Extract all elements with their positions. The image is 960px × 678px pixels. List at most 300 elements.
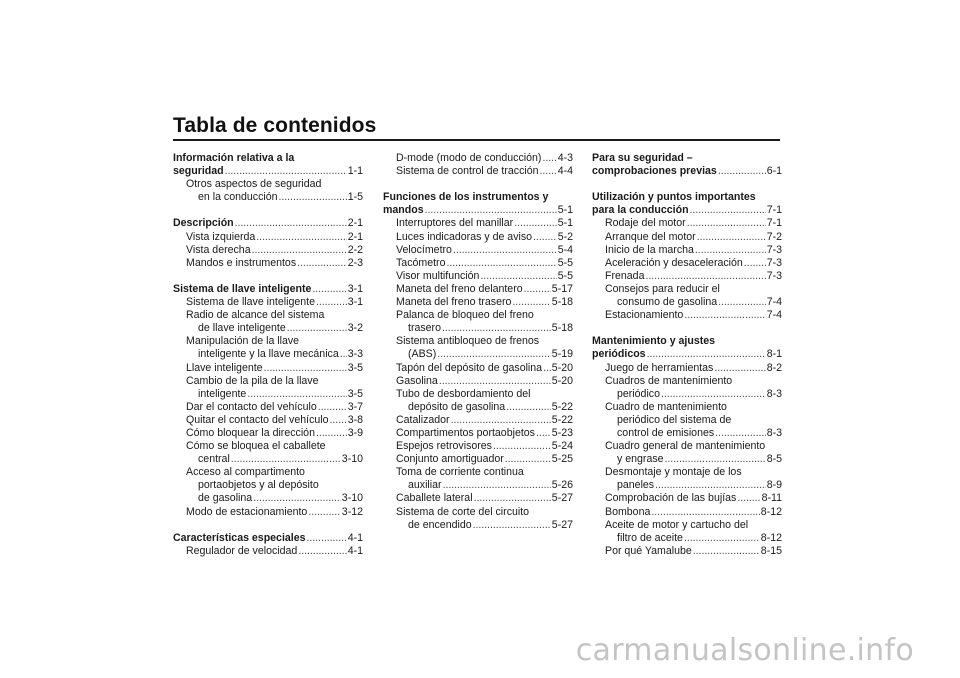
toc-section-entry bbox=[173, 152, 363, 165]
toc-page-number: 5-22 bbox=[551, 400, 573, 413]
toc-entry-label: Conjunto amortiguador bbox=[396, 453, 504, 466]
dot-leader bbox=[446, 257, 556, 270]
toc-entry bbox=[383, 335, 573, 348]
toc-entry-label: y engrase bbox=[617, 453, 664, 466]
toc-entry bbox=[592, 466, 782, 479]
toc-entry-label: Vista izquierda bbox=[186, 230, 256, 243]
toc-entry[interactable] bbox=[592, 244, 782, 257]
toc-entry-label: Sistema de llave inteligente bbox=[186, 296, 315, 309]
toc-entry-label: Desmontaje y montaje de los bbox=[605, 466, 742, 479]
toc-entry[interactable] bbox=[173, 244, 363, 257]
dot-leader bbox=[737, 492, 760, 505]
toc-section-entry[interactable] bbox=[173, 532, 363, 545]
toc-entry[interactable] bbox=[383, 257, 573, 270]
toc-entry bbox=[173, 178, 363, 191]
toc-page-number: 5-24 bbox=[551, 440, 573, 453]
toc-page-number: 8-3 bbox=[766, 426, 782, 439]
dot-leader bbox=[687, 217, 766, 230]
toc-entry-label: Características especiales bbox=[173, 531, 306, 544]
toc-entry bbox=[173, 375, 363, 388]
toc-page-number: 3-5 bbox=[347, 361, 363, 374]
toc-entry-label: portaobjetos y al depósito bbox=[198, 479, 319, 492]
toc-entry[interactable] bbox=[383, 519, 573, 532]
dot-leader bbox=[437, 348, 551, 361]
dot-leader bbox=[536, 427, 551, 440]
toc-section-entry bbox=[592, 335, 782, 348]
toc-page-number: 3-7 bbox=[347, 400, 363, 413]
toc-entry-label: Toma de corriente continua bbox=[396, 466, 524, 479]
dot-leader bbox=[493, 440, 551, 453]
toc-page-number: 7-1 bbox=[766, 217, 782, 230]
dot-leader bbox=[506, 401, 551, 414]
toc-entry-label: Para su seguridad – bbox=[592, 152, 693, 164]
toc-section-entry[interactable] bbox=[383, 204, 573, 217]
toc-page-number: 3-2 bbox=[347, 322, 363, 335]
dot-leader bbox=[453, 244, 557, 257]
toc-page-number: 5-20 bbox=[551, 361, 573, 374]
toc-entry[interactable] bbox=[383, 440, 573, 453]
toc-entry-label: Juego de herramientas bbox=[605, 361, 714, 374]
toc-page-number: 3-12 bbox=[341, 505, 363, 518]
toc-entry-label: Utilización y puntos importantes bbox=[592, 191, 756, 204]
toc-page-number: 5-20 bbox=[551, 374, 573, 387]
toc-entry-label: Tacómetro bbox=[396, 256, 446, 269]
toc-entry[interactable] bbox=[173, 453, 363, 466]
toc-entry-label: Tapón del depósito de gasolina bbox=[396, 361, 543, 374]
dot-leader bbox=[307, 532, 347, 545]
toc-entry bbox=[592, 519, 782, 532]
toc-entry[interactable] bbox=[383, 217, 573, 230]
dot-leader bbox=[647, 348, 766, 361]
toc-entry-label: trasero bbox=[408, 322, 441, 335]
watermark: carmanualsonline.info bbox=[575, 633, 914, 668]
toc-entry[interactable] bbox=[383, 348, 573, 361]
title-underline bbox=[173, 139, 780, 141]
toc-entry-label: Cambio de la pila de la llave bbox=[186, 374, 319, 387]
toc-entry bbox=[592, 440, 782, 453]
toc-section-entry[interactable] bbox=[173, 283, 363, 296]
toc-entry[interactable] bbox=[592, 296, 782, 309]
dot-leader bbox=[661, 388, 766, 401]
toc-entry-label: inteligente y la llave mecánica bbox=[198, 348, 339, 361]
dot-leader bbox=[439, 375, 551, 388]
toc-entry-label: central bbox=[198, 453, 230, 466]
toc-page-number: 7-1 bbox=[766, 204, 782, 217]
toc-spacer bbox=[173, 270, 363, 283]
toc-page-number: 3-1 bbox=[347, 296, 363, 309]
dot-leader bbox=[473, 519, 551, 532]
dot-leader bbox=[287, 322, 347, 335]
toc-entry[interactable] bbox=[383, 479, 573, 492]
toc-page-number: 6-1 bbox=[766, 165, 782, 178]
dot-leader bbox=[474, 492, 551, 505]
toc-entry-label: periódico del sistema de bbox=[617, 413, 732, 426]
toc-entry-label: Cuadro general de mantenimiento bbox=[605, 440, 766, 453]
toc-entry-label: Acceso al compartimento bbox=[186, 466, 305, 479]
dot-leader bbox=[514, 217, 557, 230]
toc-entry bbox=[383, 506, 573, 519]
toc-entry-label: Espejos retrovisores bbox=[396, 440, 492, 453]
toc-page-number: 5-26 bbox=[551, 479, 573, 492]
toc-page-number: 8-2 bbox=[766, 361, 782, 374]
dot-leader bbox=[252, 244, 347, 257]
toc-entry-label: Luces indicadoras y de aviso bbox=[396, 230, 533, 243]
toc-column-3 bbox=[592, 152, 782, 558]
toc-entry[interactable] bbox=[383, 231, 573, 244]
toc-entry-label: Sistema de llave inteligente bbox=[173, 282, 312, 295]
toc-entry-label: Cómo bloquear la dirección bbox=[186, 426, 315, 439]
toc-entry[interactable] bbox=[173, 388, 363, 401]
toc-entry[interactable] bbox=[592, 388, 782, 401]
dot-leader bbox=[247, 388, 346, 401]
toc-entry[interactable] bbox=[383, 270, 573, 283]
toc-entry[interactable] bbox=[383, 492, 573, 505]
dot-leader bbox=[684, 309, 765, 322]
dot-leader bbox=[690, 204, 766, 217]
toc-section-entry bbox=[592, 152, 782, 165]
toc-entry-label: Modo de estacionamiento bbox=[186, 505, 308, 518]
dot-leader bbox=[225, 165, 347, 178]
toc-spacer bbox=[173, 519, 363, 532]
dot-leader bbox=[645, 270, 765, 283]
toc-entry-label: Mandos e instrumentos bbox=[186, 256, 297, 269]
toc-entry-label: Radio de alcance del sistema bbox=[186, 309, 325, 322]
toc-entry[interactable] bbox=[173, 296, 363, 309]
toc-entry-label: de encendido bbox=[408, 518, 472, 531]
toc-entry[interactable] bbox=[383, 414, 573, 427]
toc-entry-label: paneles bbox=[617, 479, 655, 492]
toc-page-number: 7-4 bbox=[766, 296, 782, 309]
toc-page-number: 3-9 bbox=[347, 426, 363, 439]
dot-leader bbox=[253, 492, 341, 505]
toc-entry[interactable] bbox=[173, 231, 363, 244]
toc-page-number: 5-1 bbox=[557, 204, 573, 217]
dot-leader bbox=[693, 545, 760, 558]
dot-leader bbox=[442, 322, 551, 335]
dot-leader bbox=[231, 453, 341, 466]
toc-entry[interactable] bbox=[592, 231, 782, 244]
toc-page-number: 5-22 bbox=[551, 413, 573, 426]
toc-entry[interactable] bbox=[173, 414, 363, 427]
toc-page-number: 5-27 bbox=[551, 518, 573, 531]
toc-entry[interactable] bbox=[592, 217, 782, 230]
toc-entry-label: Cómo se bloquea el caballete bbox=[186, 440, 326, 453]
toc-entry-label: Sistema de control de tracción bbox=[396, 165, 539, 178]
toc-entry-label: para la conducción bbox=[592, 204, 689, 217]
toc-entry-label: Regulador de velocidad bbox=[186, 544, 298, 557]
dot-leader bbox=[316, 296, 347, 309]
dot-leader bbox=[279, 191, 347, 204]
toc-entry-label: Cuadros de mantenimiento bbox=[605, 374, 733, 387]
dot-leader bbox=[256, 231, 346, 244]
toc-entry[interactable] bbox=[592, 532, 782, 545]
toc-page-number: 8-11 bbox=[761, 492, 782, 505]
toc-page-number: 5-4 bbox=[557, 243, 573, 256]
dot-leader bbox=[312, 283, 346, 296]
toc-page-number: 3-3 bbox=[347, 348, 363, 361]
toc-entry-label: Palanca de bloqueo del freno bbox=[396, 309, 534, 322]
toc-entry[interactable] bbox=[383, 283, 573, 296]
toc-entry bbox=[592, 375, 782, 388]
dot-leader bbox=[684, 532, 760, 545]
toc-page-number: 5-19 bbox=[551, 348, 573, 361]
toc-entry-label: Tubo de desbordamiento del bbox=[396, 387, 531, 400]
toc-entry[interactable] bbox=[383, 244, 573, 257]
toc-entry[interactable] bbox=[592, 453, 782, 466]
toc-page-number: 7-4 bbox=[766, 309, 782, 322]
toc-entry[interactable] bbox=[592, 506, 782, 519]
dot-leader bbox=[651, 506, 759, 519]
toc-section-entry[interactable] bbox=[173, 217, 363, 230]
toc-entry[interactable] bbox=[592, 492, 782, 505]
dot-leader bbox=[298, 545, 346, 558]
toc-page-number: 7-3 bbox=[766, 243, 782, 256]
toc-page-number: 7-3 bbox=[766, 269, 782, 282]
toc-page-number: 8-12 bbox=[760, 505, 782, 518]
toc-entry-label: periódicos bbox=[592, 348, 646, 361]
toc-page-number: 5-23 bbox=[551, 426, 573, 439]
toc-page-number: 3-1 bbox=[347, 282, 363, 295]
page-title: Tabla de contenidos bbox=[173, 114, 377, 137]
toc-entry[interactable] bbox=[173, 322, 363, 335]
dot-leader bbox=[451, 414, 551, 427]
toc-entry-label: Por qué Yamalube bbox=[605, 544, 692, 557]
toc-entry[interactable] bbox=[383, 401, 573, 414]
toc-entry bbox=[173, 466, 363, 479]
toc-entry[interactable] bbox=[592, 270, 782, 283]
toc-entry-label: Estacionamiento bbox=[605, 309, 684, 322]
toc-entry[interactable] bbox=[592, 545, 782, 558]
toc-page-number: 8-5 bbox=[766, 453, 782, 466]
toc-page-number: 2-1 bbox=[347, 230, 363, 243]
toc-page-number: 2-3 bbox=[347, 256, 363, 269]
toc-entry bbox=[173, 479, 363, 492]
toc-entry-label: Maneta del freno delantero bbox=[396, 282, 523, 295]
toc-page-number: 1-5 bbox=[347, 191, 363, 204]
toc-entry-label: Comprobación de las bujías bbox=[605, 492, 737, 505]
toc-entry-label: Dar el contacto del vehículo bbox=[186, 400, 317, 413]
toc-entry[interactable] bbox=[592, 427, 782, 440]
toc-page-number: 5-27 bbox=[551, 492, 573, 505]
toc-entry-label: Arranque del motor bbox=[605, 230, 696, 243]
toc-page-number: 5-18 bbox=[551, 322, 573, 335]
toc-entry-label: periódico bbox=[617, 387, 660, 400]
toc-page-number: 3-8 bbox=[347, 413, 363, 426]
toc-page-number: 2-2 bbox=[347, 243, 363, 256]
toc-entry[interactable] bbox=[592, 362, 782, 375]
toc-page-number: 5-5 bbox=[557, 256, 573, 269]
toc-entry-label: Manipulación de la llave bbox=[186, 335, 300, 348]
dot-leader bbox=[425, 204, 557, 217]
dot-leader bbox=[330, 414, 347, 427]
dot-leader bbox=[264, 362, 347, 375]
dot-leader bbox=[524, 283, 551, 296]
dot-leader bbox=[340, 348, 347, 361]
toc-entry bbox=[592, 283, 782, 296]
toc-entry-label: de gasolina bbox=[198, 492, 253, 505]
toc-entry bbox=[173, 440, 363, 453]
toc-section-entry[interactable] bbox=[592, 204, 782, 217]
toc-entry-label: Inicio de la marcha bbox=[605, 243, 694, 256]
toc-entry-label: Velocímetro bbox=[396, 243, 452, 256]
toc-section-entry[interactable] bbox=[173, 165, 363, 178]
toc-page-number: 8-15 bbox=[760, 544, 782, 557]
dot-leader bbox=[308, 506, 340, 519]
toc-page-number: 5-2 bbox=[557, 230, 573, 243]
toc-column-2 bbox=[383, 152, 573, 532]
toc-entry[interactable] bbox=[173, 348, 363, 361]
dot-leader bbox=[480, 270, 556, 283]
toc-entry bbox=[592, 414, 782, 427]
toc-section-entry bbox=[592, 191, 782, 204]
toc-entry-label: Sistema antibloqueo de frenos bbox=[396, 335, 540, 348]
toc-section-entry[interactable] bbox=[592, 165, 782, 178]
toc-entry bbox=[173, 309, 363, 322]
toc-entry-label: Compartimentos portaobjetos bbox=[396, 426, 535, 439]
toc-entry-label: auxiliar bbox=[408, 479, 442, 492]
toc-page-number: 8-3 bbox=[766, 387, 782, 400]
toc-entry-label: Mantenimiento y ajustes bbox=[592, 335, 716, 348]
toc-spacer bbox=[592, 178, 782, 191]
toc-entry-label: filtro de aceite bbox=[617, 531, 683, 544]
toc-entry[interactable] bbox=[383, 322, 573, 335]
toc-entry-label: Aceite de motor y cartucho del bbox=[605, 518, 749, 531]
toc-entry-label: Funciones de los instrumentos y bbox=[383, 191, 549, 204]
toc-entry bbox=[173, 335, 363, 348]
toc-page-number: 5-5 bbox=[557, 269, 573, 282]
toc-entry[interactable] bbox=[173, 545, 363, 558]
toc-entry[interactable] bbox=[592, 257, 782, 270]
toc-entry-label: comprobaciones previas bbox=[592, 165, 717, 178]
toc-page-number: 5-25 bbox=[551, 453, 573, 466]
toc-entry[interactable] bbox=[173, 257, 363, 270]
toc-entry-label: Llave inteligente bbox=[186, 361, 263, 374]
toc-entry-label: Interruptores del manillar bbox=[396, 217, 514, 230]
toc-page-number: 7-3 bbox=[766, 256, 782, 269]
toc-entry[interactable] bbox=[383, 362, 573, 375]
toc-entry-label: Información relativa a la bbox=[173, 152, 295, 164]
toc-entry-label: Bombona bbox=[605, 505, 651, 518]
dot-leader bbox=[665, 453, 766, 466]
toc-page-number: 3-5 bbox=[347, 387, 363, 400]
dot-leader bbox=[443, 479, 551, 492]
dot-leader bbox=[697, 231, 766, 244]
toc-entry[interactable] bbox=[173, 506, 363, 519]
dot-leader bbox=[714, 362, 765, 375]
dot-leader bbox=[533, 231, 557, 244]
dot-leader bbox=[505, 453, 551, 466]
toc-spacer bbox=[173, 204, 363, 217]
dot-leader bbox=[744, 257, 766, 270]
toc-entry-label: mandos bbox=[383, 204, 424, 217]
toc-page-number: 7-2 bbox=[766, 230, 782, 243]
toc-entry[interactable] bbox=[383, 296, 573, 309]
toc-page-number: 4-1 bbox=[347, 531, 363, 544]
dot-leader bbox=[512, 296, 550, 309]
toc-entry-label: Aceleración y desaceleración bbox=[605, 256, 743, 269]
dot-leader bbox=[718, 296, 766, 309]
toc-entry[interactable] bbox=[592, 479, 782, 492]
toc-page-number: 5-17 bbox=[551, 282, 573, 295]
toc-page-number: 3-10 bbox=[341, 453, 363, 466]
toc-entry-label: Gasolina bbox=[396, 374, 438, 387]
toc-section-entry[interactable] bbox=[592, 348, 782, 361]
dot-leader bbox=[540, 165, 557, 178]
dot-leader bbox=[235, 217, 347, 230]
toc-entry[interactable] bbox=[383, 453, 573, 466]
toc-entry-label: Quitar el contacto del vehículo bbox=[186, 413, 329, 426]
toc-entry bbox=[383, 388, 573, 401]
toc-page-number: 5-1 bbox=[557, 217, 573, 230]
toc-page-number: 1-1 bbox=[347, 165, 363, 178]
toc-entry-label: Visor multifunción bbox=[396, 269, 480, 282]
toc-entry-label: consumo de gasolina bbox=[617, 296, 718, 309]
toc-spacer bbox=[383, 178, 573, 191]
dot-leader bbox=[543, 362, 551, 375]
toc-entry bbox=[383, 309, 573, 322]
toc-entry[interactable] bbox=[383, 152, 573, 165]
toc-page-number: 4-1 bbox=[347, 544, 363, 557]
toc-entry-label: Vista derecha bbox=[186, 243, 251, 256]
toc-page-number: 4-3 bbox=[557, 152, 573, 164]
toc-entry[interactable] bbox=[173, 191, 363, 204]
toc-section-entry bbox=[383, 191, 573, 204]
toc-entry bbox=[383, 466, 573, 479]
toc-entry[interactable] bbox=[383, 165, 573, 178]
toc-page-number: 4-4 bbox=[557, 165, 573, 178]
toc-page-number: 5-18 bbox=[551, 296, 573, 309]
toc-entry-label: en la conducción bbox=[198, 191, 278, 204]
dot-leader bbox=[542, 152, 556, 165]
dot-leader bbox=[655, 479, 766, 492]
toc-entry-label: Caballete lateral bbox=[396, 492, 473, 505]
toc-entry-label: Rodaje del motor bbox=[605, 217, 686, 230]
toc-entry-label: Sistema de corte del circuito bbox=[396, 505, 530, 518]
dot-leader bbox=[318, 401, 347, 414]
toc-entry[interactable] bbox=[173, 427, 363, 440]
toc-entry[interactable] bbox=[383, 427, 573, 440]
dot-leader bbox=[316, 427, 347, 440]
toc-page-number: 2-1 bbox=[347, 217, 363, 230]
toc-entry bbox=[592, 401, 782, 414]
toc-entry-label: D-mode (modo de conducción) bbox=[396, 152, 542, 164]
dot-leader bbox=[297, 257, 347, 270]
toc-column-1 bbox=[173, 152, 363, 558]
toc-page-number: 8-1 bbox=[766, 348, 782, 361]
toc-entry-label: Consejos para reducir el bbox=[605, 282, 720, 295]
dot-leader bbox=[715, 427, 766, 440]
toc-entry-label: Cuadro de mantenimiento bbox=[605, 400, 727, 413]
toc-entry[interactable] bbox=[173, 401, 363, 414]
toc-entry-label: de llave inteligente bbox=[198, 322, 286, 335]
toc-page-number: 8-9 bbox=[766, 479, 782, 492]
toc-entry-label: Otros aspectos de seguridad bbox=[186, 178, 322, 191]
toc-entry[interactable] bbox=[173, 362, 363, 375]
toc-entry[interactable] bbox=[383, 375, 573, 388]
dot-leader bbox=[695, 244, 766, 257]
toc-entry-label: seguridad bbox=[173, 165, 224, 178]
toc-entry-label: Maneta del freno trasero bbox=[396, 296, 512, 309]
toc-entry[interactable] bbox=[173, 492, 363, 505]
toc-page-number: 8-12 bbox=[760, 531, 782, 544]
toc-entry[interactable] bbox=[592, 309, 782, 322]
toc-entry-label: inteligente bbox=[198, 387, 247, 400]
toc-spacer bbox=[592, 322, 782, 335]
toc-page-number: 3-10 bbox=[341, 492, 363, 505]
toc-entry-label: Catalizador bbox=[396, 413, 450, 426]
toc-entry-label: depósito de gasolina bbox=[408, 400, 506, 413]
dot-leader bbox=[718, 165, 766, 178]
